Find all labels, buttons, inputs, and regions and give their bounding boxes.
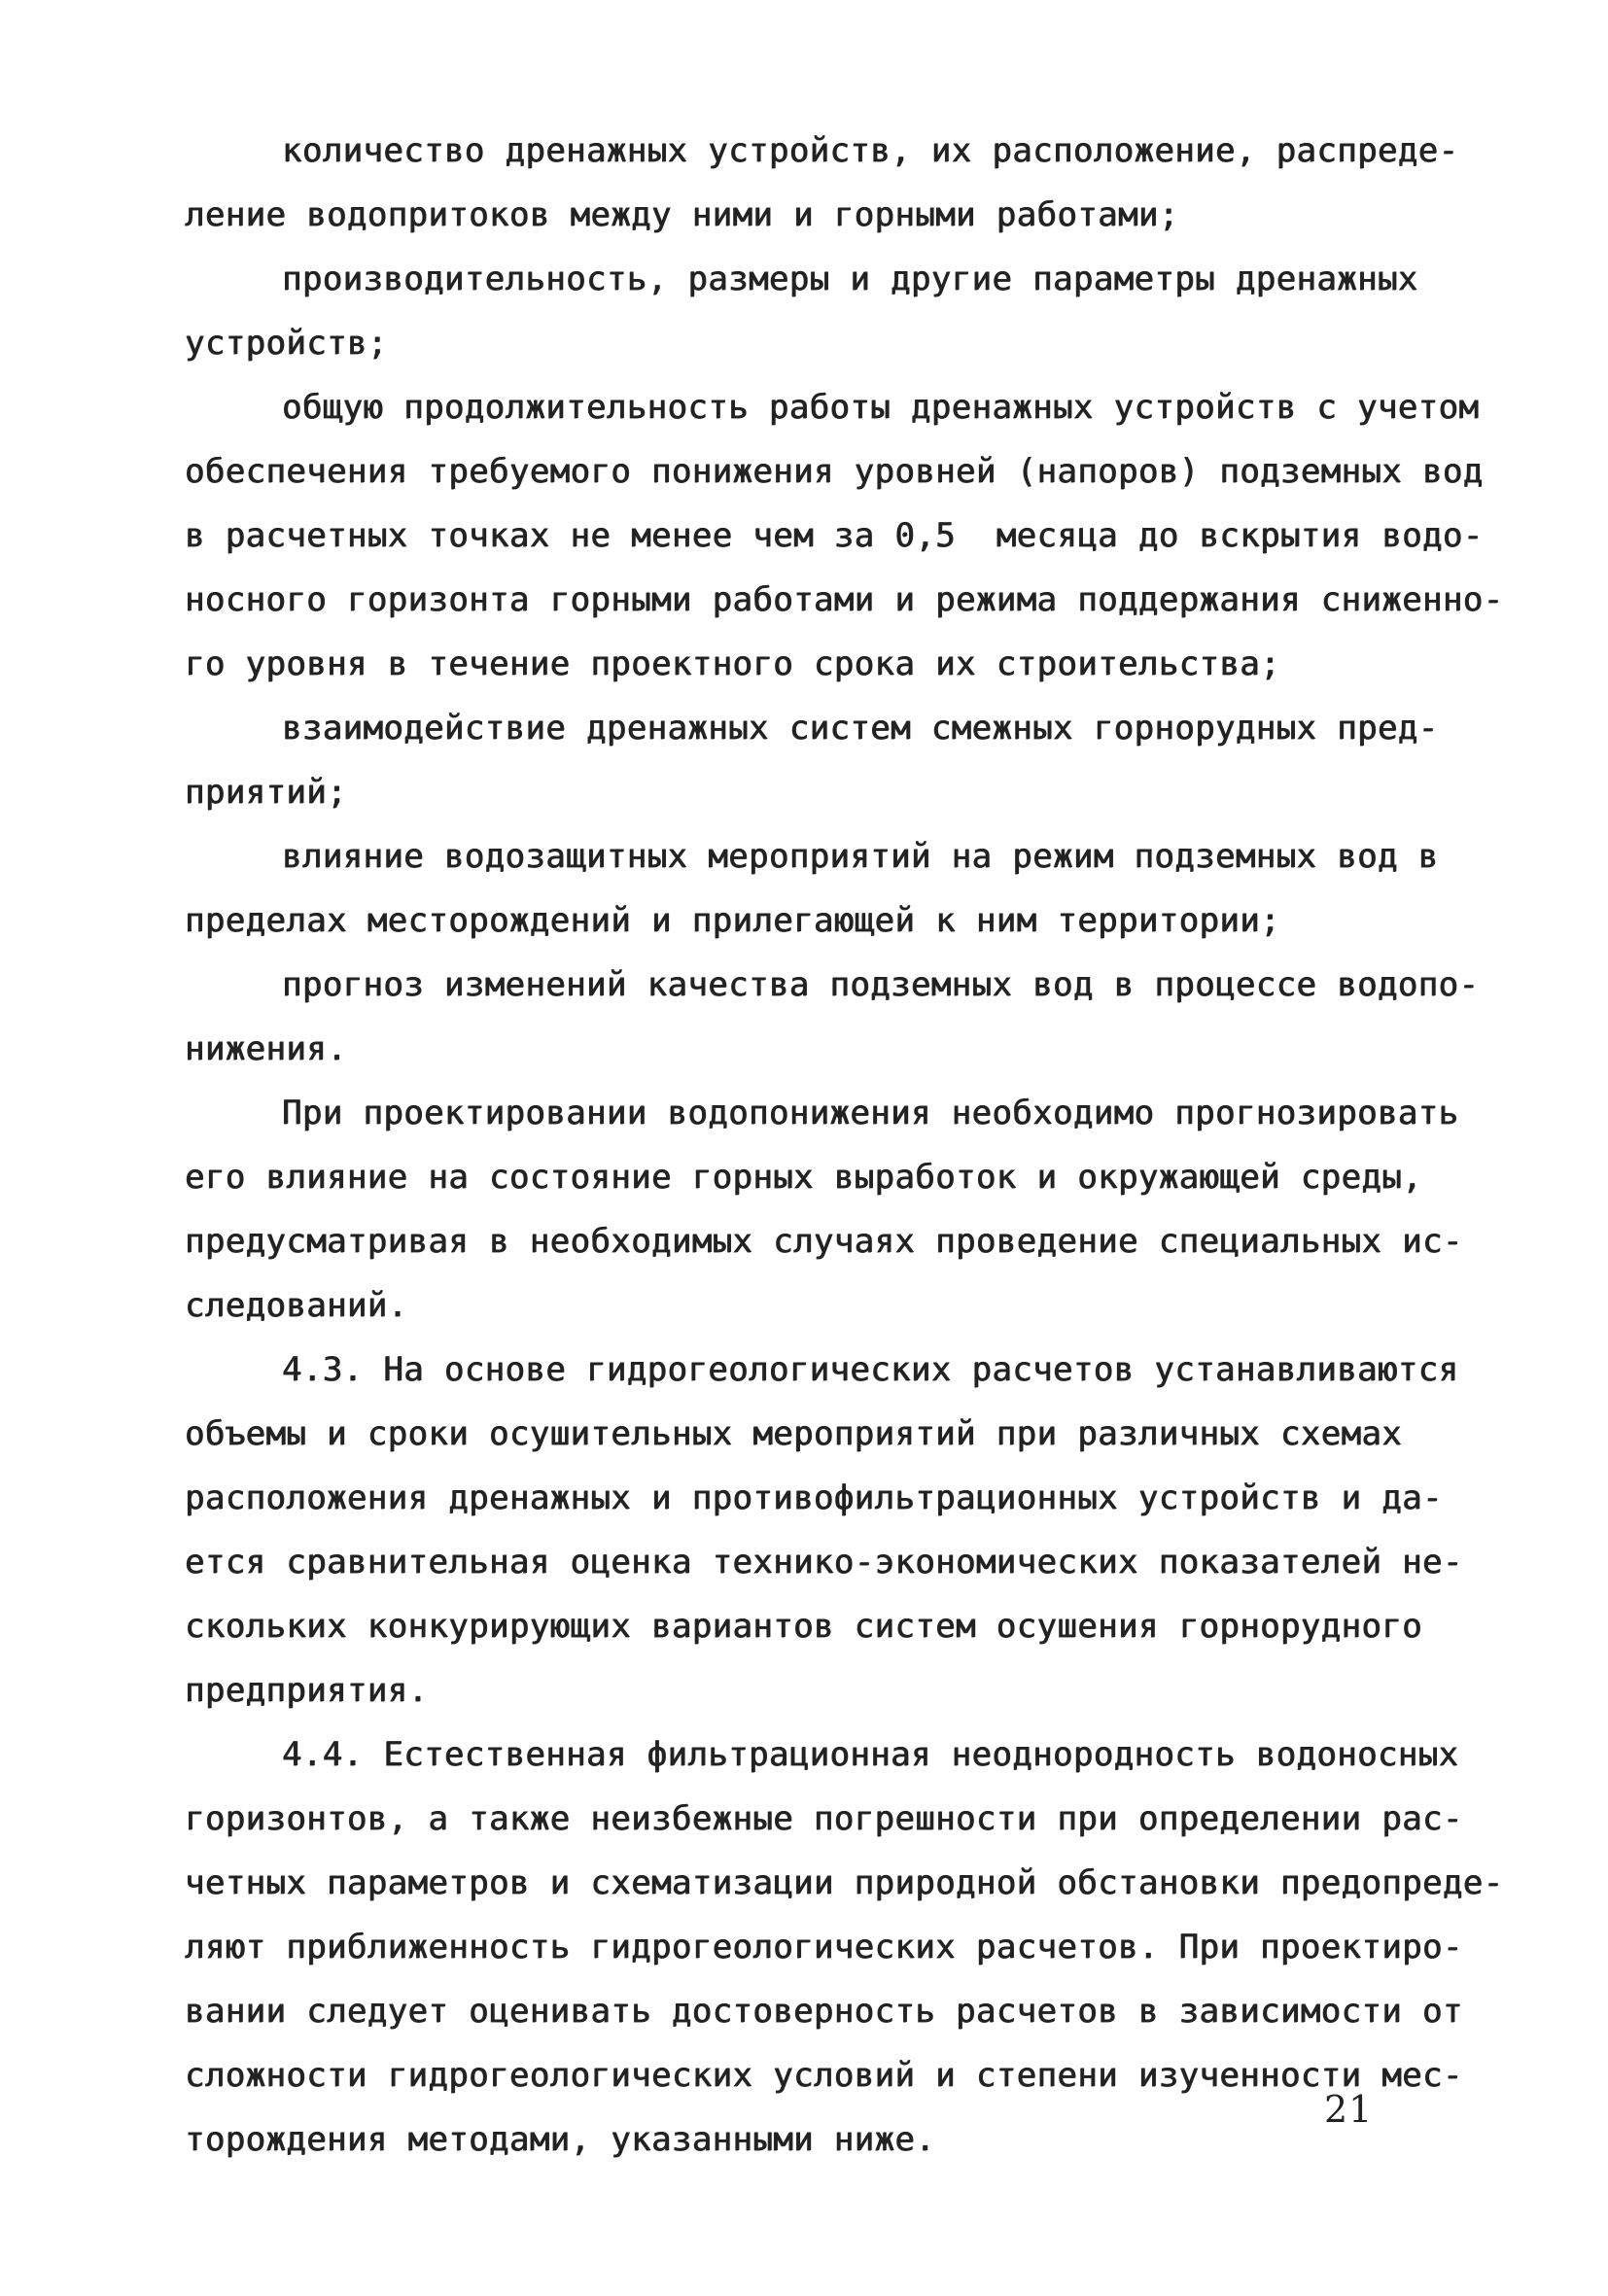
text-line: следований. — [185, 1286, 408, 1325]
text-line: количество дренажных устройств, их расположение, распреде- — [282, 131, 1459, 170]
text-line: ляют приближенность гидрогеологических расчетов. При проектиро- — [185, 1928, 1463, 1966]
text-line: его влияние на состояние горных выработок и окружающей среды, — [185, 1158, 1423, 1197]
text-line: 4.4. Естественная фильтрационная неоднородность водоносных — [282, 1735, 1459, 1774]
text-line: расположения дренажных и противофильтрационных устройств и да- — [185, 1478, 1443, 1517]
text-line: скольких конкурирующих вариантов систем осушения горнорудного — [185, 1607, 1423, 1646]
paragraph-productivity — [185, 247, 1458, 375]
text-line: обеспечения требуемого понижения уровней (напоров) подземных вод — [185, 452, 1484, 491]
paragraph-section-4-4 — [185, 1722, 1504, 2172]
text-line: объемы и сроки осушительных мероприятий при различных схемах — [185, 1414, 1403, 1453]
text-line: горизонтов, а также неизбежные погрешности при определении рас- — [185, 1799, 1463, 1838]
text-line: устройств; — [185, 324, 388, 363]
text-line: общую продолжительность работы дренажных устройств с учетом — [282, 388, 1480, 427]
text-line: сложности гидрогеологических условий и степени изученности мес- — [185, 2056, 1463, 2095]
text-line: взаимодействие дренажных систем смежных горнорудных пред- — [282, 709, 1439, 748]
paragraph-influence — [185, 824, 1458, 953]
text-line: в расчетных точках не менее чем за 0,5 месяца до вскрытия водо- — [185, 516, 1484, 555]
text-line: производительность, размеры и другие параметры дренажных — [282, 260, 1418, 298]
paragraph-design-forecast — [185, 1081, 1463, 1338]
text-line: прогноз изменений качества подземных вод в процессе водопо- — [282, 965, 1480, 1004]
text-line: пределах месторождений и прилегающей к ним территории; — [185, 901, 1280, 940]
page-number: 21 — [1324, 2088, 1374, 2131]
paragraph-drainage-count — [185, 119, 1458, 247]
body-text — [185, 119, 1504, 2172]
text-line: вании следует оценивать достоверность расчетов в зависимости от — [185, 1992, 1463, 2031]
text-line: ление водопритоков между ними и горными работами; — [185, 195, 1179, 234]
paragraph-forecast — [185, 953, 1480, 1081]
text-line: предусматривая в необходимых случаях проведение специальных ис- — [185, 1222, 1463, 1261]
text-line: нижения. — [185, 1029, 347, 1068]
text-line: четных параметров и схематизации природной обстановки предопреде- — [185, 1863, 1504, 1902]
text-line: ется сравнительная оценка технико-экономических показателей не- — [185, 1543, 1463, 1582]
text-line: торождения методами, указанными ниже. — [185, 2120, 936, 2159]
text-line: 4.3. На основе гидрогеологических расчетов устанавливаются — [282, 1350, 1459, 1389]
text-line: носного горизонта горными работами и режима поддержания сниженно- — [185, 580, 1504, 619]
text-line: приятий; — [185, 773, 347, 812]
text-line: влияние водозащитных мероприятий на режим подземных вод в — [282, 837, 1439, 876]
paragraph-duration — [185, 375, 1504, 696]
text-line: го уровня в течение проектного срока их строительства; — [185, 644, 1280, 683]
paragraph-section-4-3 — [185, 1338, 1463, 1722]
text-line: предприятия. — [185, 1671, 429, 1710]
paragraph-interaction — [185, 696, 1458, 824]
text-line: При проектировании водопонижения необходимо прогнозировать — [282, 1094, 1459, 1132]
